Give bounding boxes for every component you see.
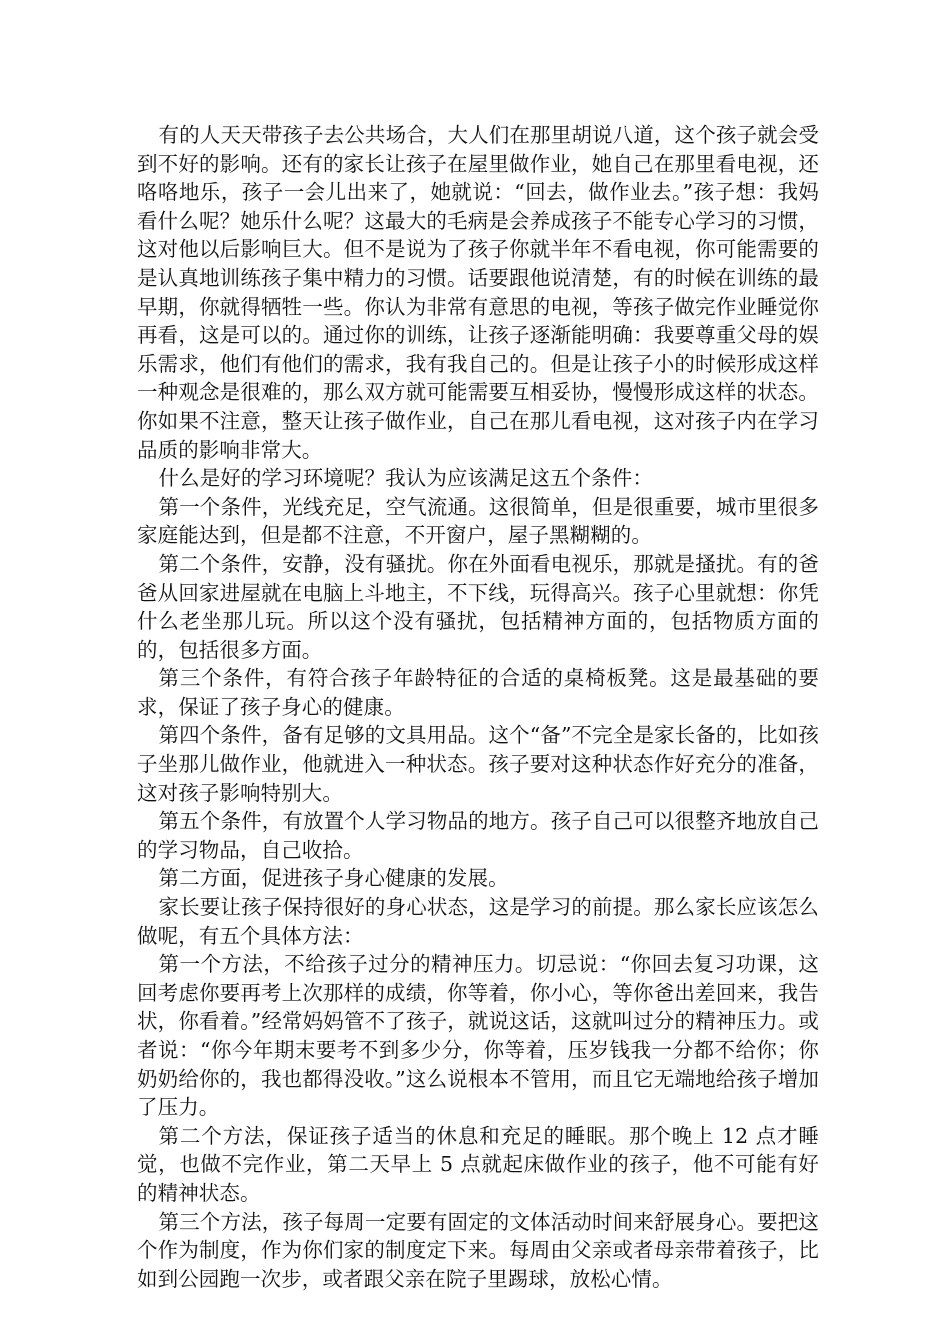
paragraph-condition-3: 第三个条件，有符合孩子年龄特征的合适的桌椅板凳。这是最基础的要求，保证了孩子身心的健康。 (137, 666, 819, 719)
paragraph-environment-question: 什么是好的学习环境呢？我认为应该满足这五个条件： (158, 466, 653, 491)
paragraph-section-2-intro: 家长要让孩子保持很好的身心状态，这是学习的前提。那么家长应该怎么做呢，有五个具体方法： (137, 895, 819, 948)
paragraph-section-2-heading: 第二方面，促进孩子身心健康的发展。 (158, 866, 509, 891)
paragraph-method-1: 第一个方法，不给孩子过分的精神压力。切忌说：“你回去复习功课，这回考虑你要再考上次那样的成绩，你等着，你小心，等你爸出差回来，我告状，你看着。”经常妈妈管不了孩子，就说这话，这就叫过分的精神压力。或者说：“你今年期末要考不到多少分，你等着，压岁钱我一分都不给你；你奶奶给你的，我也都得没收。”这么说根本不管用，而且它无端地给孩子增加了压力。 (137, 952, 819, 1120)
paragraph-condition-1: 第一个条件，光线充足，空气流通。这很简单，但是很重要，城市里很多家庭能达到，但是都不注意，不开窗户，屋子黑糊糊的。 (137, 494, 819, 548)
paragraph-method-3: 第三个方法，孩子每周一定要有固定的文体活动时间来舒展身心。要把这个作为制度，作为你们家的制度定下来。每周由父亲或者母亲带着孩子，比如到公园跑一次步，或者跟父亲在院子里踢球，放松心情。 (137, 1209, 819, 1291)
paragraph-condition-5: 第五个条件，有放置个人学习物品的地方。孩子自己可以很整齐地放自己的学习物品，自己收拾。 (137, 809, 819, 862)
paragraph-intro: 有的人天天带孩子去公共场合，大人们在那里胡说八道，这个孩子就会受到不好的影响。还有的家长让孩子在屋里做作业，她自己在那里看电视，还咯咯地乐，孩子一会儿出来了，她就说：“回去，做作业去。”孩子想：我妈看什么呢？她乐什么呢？这最大的毛病是会养成孩子不能专心学习的习惯，这对他以后影响巨大。但不是说为了孩子你就半年不看电视，你可能需要的是认真地训练孩子集中精力的习惯。话要跟他说清楚，有的时候在训练的最早期，你就得牺牲一些。你认为非常有意思的电视，等孩子做完作业睡觉你再看，这是可以的。通过你的训练，让孩子逐渐能明确：我要尊重父母的娱乐需求，他们有他们的需求，我有我自己的。但是让孩子小的时候形成这样一种观念是很难的，那么双方就可能需要互相妥协，慢慢形成这样的状态。你如果不注意，整天让孩子做作业，自己在那儿看电视，这对孩子内在学习品质的影响非常大。 (137, 123, 819, 462)
paragraph-condition-2: 第二个条件，安静，没有骚扰。你在外面看电视乐，那就是搔扰。有的爸爸从回家进屋就在电脑上斗地主，不下线，玩得高兴。孩子心里就想：你凭什么老坐那儿玩。所以这个没有骚扰，包括精神方面的，包括物质方面的的，包括很多方面。 (137, 551, 819, 662)
paragraph-condition-4: 第四个条件，备有足够的文具用品。这个“备”不完全是家长备的，比如孩子坐那儿做作业，他就进入一种状态。孩子要对这种状态作好充分的准备，这对孩子影响特别大。 (137, 723, 819, 805)
paragraph-method-2: 第二个方法，保证孩子适当的休息和充足的睡眠。那个晚上 12 点才睡觉，也做不完作业，第二天早上 5 点就起床做作业的孩子，他不可能有好的精神状态。 (137, 1123, 819, 1205)
document-body (137, 121, 819, 1293)
